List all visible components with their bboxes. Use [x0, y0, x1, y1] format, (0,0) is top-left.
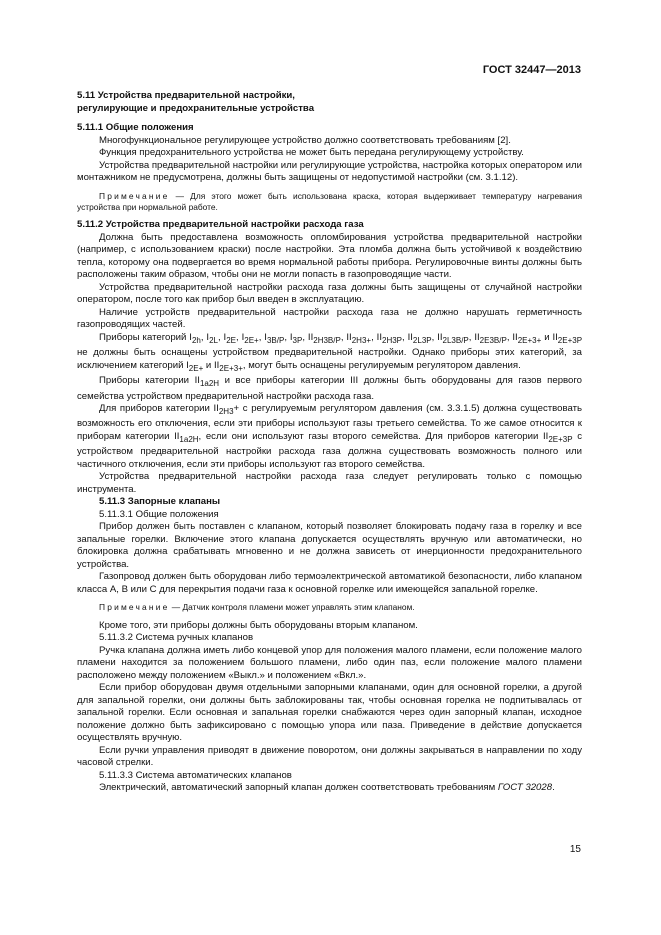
note [77, 602, 582, 613]
paragraph-categories: Приборы категорий $I_{2h}$, $I_{2L}$, $I_{2E}$, $I_{2E+}$, $I_{3B/P}$, $I_{3P}$, $II_{2H3B/P}$, $II_{2H3+}$, $II_{2H3P}$, $II_{2L3P}$, $II_{2L3B/P}$, $II_{2E3B/P}$, $II_{2E+3+}$ и $II_{2E+3P}$ не должны быть оснащены устройством предварительной настройки. Однако приборы этих категорий, за исключением категорий $I_{2E+}$ и $II_{2E+3+}$, могут быть оснащены регулируемым регулятором давления. [77, 331, 583, 373]
paragraph: Прибор должен быть поставлен с клапаном, который позволяет блокировать подачу газа в горелку и все запальные горелки. Включение этого клапана допускается осуществлять вручную или автоматически, но блокировка должна срабатывать мгновенно и не должна зависеть от инерционности предохранительного устройства. [77, 521, 582, 570]
paragraph: Устройства предварительной настройки или регулирующие устройства, настройка которых оператором или монтажником не предусмотрена, должны быть защищены от недопустимой настройки (см. 3.1.12). [77, 159, 582, 183]
section-5-11-2-title: 5.11.2 Устройства предварительной настройки расхода газа [77, 219, 364, 231]
subsection-title: 5.11.3.2 Система ручных клапанов [99, 632, 254, 644]
paragraph: Для приборов категории $II_{2H3}+ с$ регулируемым регулятором давления (см. 3.3.1.5) должна существовать возможность его отключения, если эти приборы используют газы третьего семейства. То же самое относится к приборам категории $II_{1a2H}$, если они используют газы второго семейства. Для приборов категории $II_{2E+3P}$ с устройством предварительной настройки расхода газа должна существовать возможность полного или частичного отключения, если эти приборы используют газ второго семейства. [77, 403, 582, 470]
note-text: — Для этого может быть использована краска, которая выдерживает температуру нагревания устройства при нормальной работе. [77, 190, 582, 212]
note-label: Примечание [99, 602, 170, 613]
page-body [77, 90, 582, 795]
standard-reference: ГОСТ 32028 [497, 782, 553, 794]
paragraph: Устройства предварительной настройки расхода газа должны быть защищены от случайной настройки оператором, после того как прибор был введен в эксплуатацию. [77, 281, 582, 306]
note [77, 191, 582, 214]
paragraph: Функция предохранительного устройства не может быть передана регулирующему устройству. [99, 147, 524, 158]
paragraph: Кроме того, эти приборы должны быть оборудованы вторым клапаном. [99, 619, 418, 631]
paragraph: Ручка клапана должна иметь либо концевой упор для положения малого пламени, если положение малого пламени находится за положением большого пламени, либо один паз, если положение малого пламени расположено между положением «Выкл.» и положением «Вкл.». [77, 644, 582, 681]
paragraph: Приборы категории $II_{1a2H}$ и все приборы категории III должны быть оборудованы для газов первого семейства устройством предварительной настройки расхода газа. [77, 375, 582, 402]
section-5-11-title-line2: регулирующие и предохранительные устройства [77, 102, 315, 114]
section-5-11-title-line1: 5.11 Устройства предварительной настройки, [77, 90, 295, 101]
paragraph: Газопровод должен быть оборудован либо термоэлектрической автоматикой безопасности, либо клапаном класса A, B или C для перекрытия подачи газа к основной горелке или имеющейся запальной горелке. [77, 571, 582, 595]
paragraph: Устройства предварительной настройки расхода газа следует регулировать только с помощью инструмента. [77, 471, 582, 495]
paragraph: Наличие устройств предварительной настройки расхода газа не должно нарушать герметичность газопроводящих частей. [77, 306, 582, 331]
section-5-11-1-title: 5.11.1 Общие положения [77, 122, 194, 133]
paragraph: Должна быть предоставлена возможность опломбирования устройства предварительной настройки (например, с использованием краски) после настройки. Эта пломба должна быть устойчивой к воздействию тепла, которому она подвергается во время нормальной работы прибора. Регулировочные винты должны быть расположены таким образом, чтобы они не могли попасть в газопроводящие части. [77, 231, 582, 281]
section-5-11-3-title: 5.11.3 Запорные клапаны [99, 496, 221, 508]
subsection-title: 5.11.3.1 Общие положения [99, 508, 219, 520]
paragraph: Многофункциональное регулирующее устройство должно соответствовать требованиям [2]. [99, 134, 511, 146]
page-number: 15 [569, 844, 581, 855]
paragraph: Если ручки управления приводят в движение поворотом, они должны закрываться в направлении по ходу часовой стрелки. [77, 744, 582, 769]
note-text: — Датчик контроля пламени может управлять этим клапаном. [169, 602, 415, 613]
paragraph: Если прибор оборудован двумя отдельными запорными клапанами, один для основной горелки, а другой для запальной горелки, они должны быть заблокированы так, чтобы основная горелка не подпитывалась от запальной горелки. Если основная и запальная горелки снабжаются через один запорный клапан, исходное положение должно быть зафиксировано с помощью упора или паза. Приведение в действие допускается осуществлять вручную. [77, 682, 582, 744]
subsection-title: 5.11.3.3 Система автоматических клапанов [99, 769, 292, 781]
paragraph: Электрический, автоматический запорный клапан должен соответствовать требованиям ГОСТ 32028. [99, 782, 555, 794]
note-label: Примечание [99, 190, 170, 201]
document-number: ГОСТ 32447—2013 [482, 64, 581, 76]
